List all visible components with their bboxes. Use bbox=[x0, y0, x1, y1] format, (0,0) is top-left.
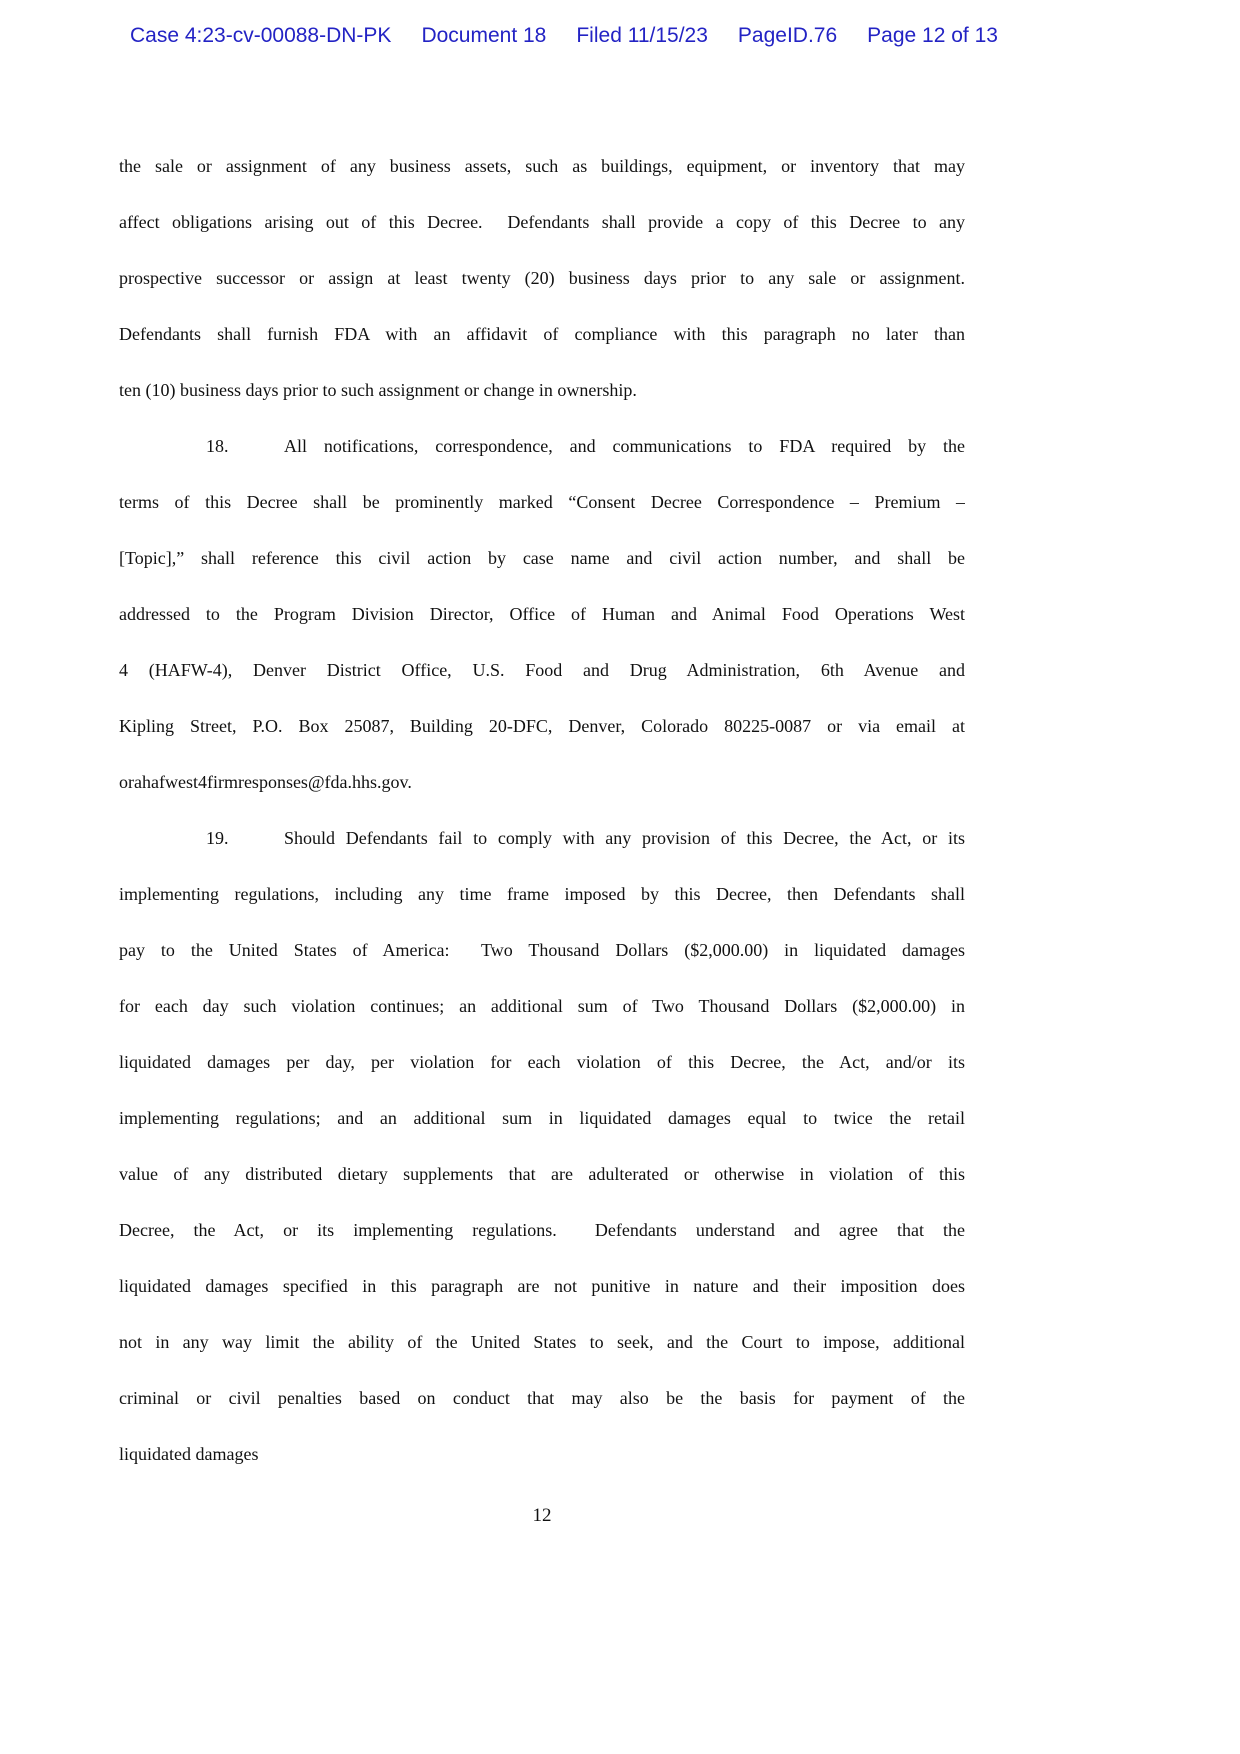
court-filing-header bbox=[130, 24, 998, 48]
page-number: 12 bbox=[532, 1505, 552, 1526]
text-line: affect obligations arising out of this Decree. Defendants shall provide a copy of this Decree to any bbox=[119, 212, 965, 232]
text-line: implementing regulations; and an additional sum in liquidated damages equal to twice the retail bbox=[119, 1108, 965, 1128]
paragraph-first-line-text: Should Defendants fail to comply with any provision of this Decree, the Act, or its bbox=[284, 828, 965, 848]
paragraph-number: 19. bbox=[206, 828, 229, 848]
text-line: addressed to the Program Division Director, Office of Human and Animal Food Operations West bbox=[119, 604, 965, 624]
paragraph-19 bbox=[119, 810, 965, 1482]
text-line: 4 (HAFW-4), Denver District Office, U.S. Food and Drug Administration, 6th Avenue and bbox=[119, 660, 965, 680]
header-filed-date: Filed 11/15/23 bbox=[576, 24, 708, 47]
header-page-count: Page 12 of 13 bbox=[867, 24, 998, 47]
text-line: liquidated damages bbox=[119, 1444, 259, 1464]
document-body bbox=[119, 138, 965, 1482]
text-line: for each day such violation continues; an additional sum of Two Thousand Dollars ($2,000.00) in bbox=[119, 996, 965, 1016]
text-line: terms of this Decree shall be prominently marked “Consent Decree Correspondence – Premium – bbox=[119, 492, 965, 512]
text-line: Decree, the Act, or its implementing regulations. Defendants understand and agree that the bbox=[119, 1220, 965, 1240]
paragraph-continuation bbox=[119, 138, 965, 418]
text-line: ten (10) business days prior to such assignment or change in ownership. bbox=[119, 380, 637, 400]
text-line: liquidated damages specified in this paragraph are not punitive in nature and their imposition does bbox=[119, 1276, 965, 1296]
text-line: Defendants shall furnish FDA with an affidavit of compliance with this paragraph no later than bbox=[119, 324, 965, 344]
text-line: prospective successor or assign at least twenty (20) business days prior to any sale or assignment. bbox=[119, 268, 965, 288]
text-line bbox=[119, 810, 965, 866]
header-page-id: PageID.76 bbox=[737, 24, 838, 47]
text-line: value of any distributed dietary supplements that are adulterated or otherwise in violation of this bbox=[119, 1164, 965, 1184]
text-line: not in any way limit the ability of the United States to seek, and the Court to impose, additional bbox=[119, 1332, 965, 1352]
text-line: implementing regulations, including any time frame imposed by this Decree, then Defendants shall bbox=[119, 884, 965, 904]
header-case-number: Case 4:23-cv-00088-DN-PK bbox=[130, 24, 392, 47]
text-line: pay to the United States of America: Two Thousand Dollars ($2,000.00) in liquidated damages bbox=[119, 940, 965, 960]
text-line: [Topic],” shall reference this civil action by case name and civil action number, and shall be bbox=[119, 548, 965, 568]
text-line: the sale or assignment of any business assets, such as buildings, equipment, or inventory that may bbox=[119, 156, 965, 176]
paragraph-18 bbox=[119, 418, 965, 810]
text-line: orahafwest4firmresponses@fda.hhs.gov. bbox=[119, 772, 412, 792]
header-document-number: Document 18 bbox=[421, 24, 547, 47]
paragraph-number: 18. bbox=[206, 436, 229, 456]
text-line: liquidated damages per day, per violation for each violation of this Decree, the Act, and/or its bbox=[119, 1052, 965, 1072]
text-line: Kipling Street, P.O. Box 25087, Building 20-DFC, Denver, Colorado 80225-0087 or via email at bbox=[119, 716, 965, 736]
text-line: criminal or civil penalties based on conduct that may also be the basis for payment of the bbox=[119, 1388, 965, 1408]
paragraph-first-line-text: All notifications, correspondence, and communications to FDA required by the bbox=[284, 436, 965, 456]
text-line bbox=[119, 418, 965, 474]
